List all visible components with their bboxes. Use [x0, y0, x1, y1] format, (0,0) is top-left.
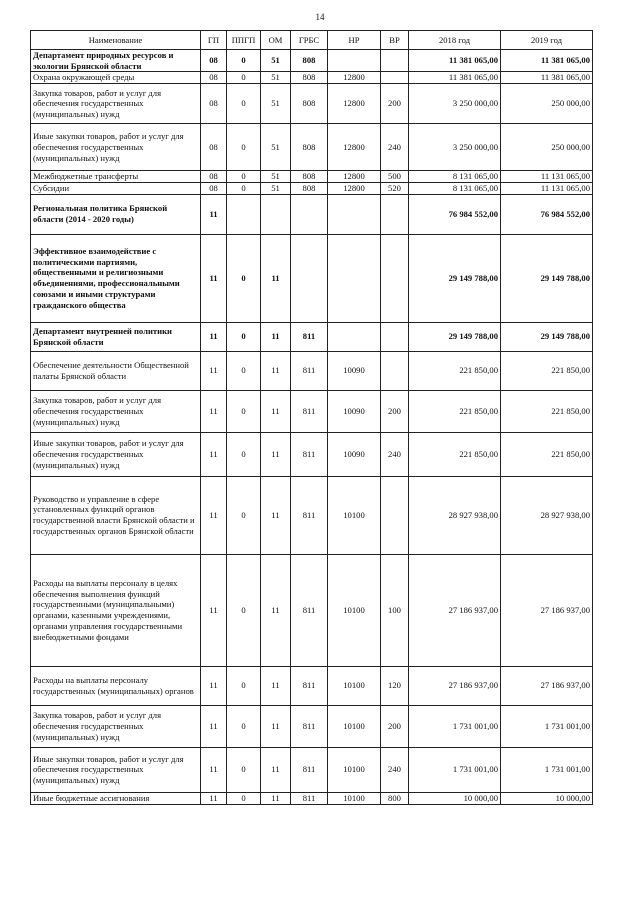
cell-nr: 12800: [328, 84, 381, 124]
cell-gp: 11: [201, 390, 227, 432]
cell-om: 11: [261, 476, 291, 554]
cell-y2018: 11 381 065,00: [409, 50, 501, 72]
cell-y2019: 27 186 937,00: [501, 666, 593, 705]
cell-y2018: 10 000,00: [409, 792, 501, 804]
cell-gp: 11: [201, 234, 227, 322]
cell-gp: 08: [201, 171, 227, 183]
cell-ppgp: 0: [227, 84, 261, 124]
cell-y2019: 11 381 065,00: [501, 50, 593, 72]
cell-ppgp: 0: [227, 50, 261, 72]
cell-vr: 200: [381, 84, 409, 124]
table-row: [31, 666, 593, 705]
cell-nr: [328, 322, 381, 351]
cell-ppgp: 0: [227, 124, 261, 171]
cell-nr: 12800: [328, 171, 381, 183]
cell-name: Закупка товаров, работ и услуг для обеспечения государственных (муниципальных) нужд: [31, 84, 201, 124]
table-row: [31, 554, 593, 666]
cell-ppgp: [227, 194, 261, 234]
cell-y2018: 1 731 001,00: [409, 747, 501, 792]
cell-ppgp: 0: [227, 705, 261, 747]
cell-grbs: [291, 194, 328, 234]
cell-grbs: 808: [291, 84, 328, 124]
table-row: [31, 84, 593, 124]
cell-om: 11: [261, 390, 291, 432]
cell-vr: 120: [381, 666, 409, 705]
cell-grbs: 808: [291, 171, 328, 183]
cell-gp: 11: [201, 747, 227, 792]
cell-y2019: 250 000,00: [501, 84, 593, 124]
col-header-nr: НР: [328, 31, 381, 50]
cell-vr: 800: [381, 792, 409, 804]
cell-om: 51: [261, 171, 291, 183]
cell-name: Обеспечение деятельности Общественной палаты Брянской области: [31, 351, 201, 390]
cell-y2018: 221 850,00: [409, 432, 501, 476]
cell-gp: 08: [201, 72, 227, 84]
cell-vr: [381, 234, 409, 322]
cell-gp: 11: [201, 705, 227, 747]
cell-om: 11: [261, 322, 291, 351]
cell-gp: 08: [201, 84, 227, 124]
cell-nr: [328, 50, 381, 72]
cell-vr: 500: [381, 171, 409, 183]
cell-nr: [328, 194, 381, 234]
cell-grbs: 811: [291, 432, 328, 476]
cell-y2019: 221 850,00: [501, 351, 593, 390]
cell-name: Иные закупки товаров, работ и услуг для обеспечения государственных (муниципальных) нужд: [31, 124, 201, 171]
table-row: [31, 171, 593, 183]
cell-grbs: 808: [291, 124, 328, 171]
cell-y2018: 221 850,00: [409, 351, 501, 390]
cell-y2019: 28 927 938,00: [501, 476, 593, 554]
cell-y2018: 27 186 937,00: [409, 554, 501, 666]
cell-nr: 10100: [328, 554, 381, 666]
cell-vr: 240: [381, 432, 409, 476]
cell-y2018: 1 731 001,00: [409, 705, 501, 747]
cell-name: Иные закупки товаров, работ и услуг для обеспечения государственных (муниципальных) нужд: [31, 432, 201, 476]
cell-y2018: 27 186 937,00: [409, 666, 501, 705]
cell-vr: [381, 72, 409, 84]
table-row: [31, 234, 593, 322]
cell-vr: 100: [381, 554, 409, 666]
cell-y2018: 8 131 065,00: [409, 171, 501, 183]
cell-gp: 11: [201, 554, 227, 666]
table-row: [31, 705, 593, 747]
cell-name: Иные бюджетные ассигнования: [31, 792, 201, 804]
cell-y2019: 27 186 937,00: [501, 554, 593, 666]
cell-vr: 200: [381, 705, 409, 747]
cell-name: Субсидии: [31, 182, 201, 194]
cell-y2019: 1 731 001,00: [501, 705, 593, 747]
cell-om: 11: [261, 792, 291, 804]
table-row: [31, 432, 593, 476]
cell-ppgp: 0: [227, 476, 261, 554]
cell-nr: 12800: [328, 72, 381, 84]
cell-vr: [381, 194, 409, 234]
col-header-2018: 2018 год: [409, 31, 501, 50]
table-row: [31, 322, 593, 351]
cell-grbs: 811: [291, 322, 328, 351]
col-header-vr: ВР: [381, 31, 409, 50]
cell-y2018: 221 850,00: [409, 390, 501, 432]
cell-y2018: 28 927 938,00: [409, 476, 501, 554]
cell-name: Руководство и управление в сфере установленных функций органов государственной власти Брянской области и государственных органов Брянской области: [31, 476, 201, 554]
cell-grbs: 811: [291, 792, 328, 804]
table-row: [31, 124, 593, 171]
cell-name: Региональная политика Брянской области (2014 - 2020 годы): [31, 194, 201, 234]
cell-om: 51: [261, 50, 291, 72]
table-row: [31, 182, 593, 194]
cell-ppgp: 0: [227, 666, 261, 705]
cell-om: 51: [261, 84, 291, 124]
cell-ppgp: 0: [227, 747, 261, 792]
cell-y2019: 221 850,00: [501, 390, 593, 432]
cell-om: 11: [261, 666, 291, 705]
cell-nr: 10090: [328, 351, 381, 390]
cell-ppgp: 0: [227, 234, 261, 322]
cell-vr: [381, 351, 409, 390]
cell-ppgp: 0: [227, 182, 261, 194]
cell-y2018: 11 381 065,00: [409, 72, 501, 84]
cell-y2019: 10 000,00: [501, 792, 593, 804]
cell-om: 11: [261, 234, 291, 322]
cell-grbs: 811: [291, 476, 328, 554]
cell-ppgp: 0: [227, 390, 261, 432]
cell-om: 11: [261, 554, 291, 666]
cell-y2019: 11 131 065,00: [501, 182, 593, 194]
cell-name: Департамент внутренней политики Брянской области: [31, 322, 201, 351]
col-header-name: Наименование: [31, 31, 201, 50]
cell-om: [261, 194, 291, 234]
cell-nr: 10090: [328, 390, 381, 432]
cell-grbs: 811: [291, 747, 328, 792]
cell-gp: 08: [201, 50, 227, 72]
cell-y2018: 29 149 788,00: [409, 322, 501, 351]
cell-gp: 08: [201, 182, 227, 194]
cell-ppgp: 0: [227, 322, 261, 351]
cell-grbs: 808: [291, 50, 328, 72]
cell-gp: 11: [201, 322, 227, 351]
cell-vr: 200: [381, 390, 409, 432]
cell-name: Иные закупки товаров, работ и услуг для обеспечения государственных (муниципальных) нужд: [31, 747, 201, 792]
cell-om: 11: [261, 432, 291, 476]
cell-om: 51: [261, 124, 291, 171]
cell-ppgp: 0: [227, 171, 261, 183]
cell-nr: 10090: [328, 432, 381, 476]
cell-ppgp: 0: [227, 351, 261, 390]
cell-y2019: 1 731 001,00: [501, 747, 593, 792]
cell-om: 11: [261, 705, 291, 747]
cell-grbs: 811: [291, 390, 328, 432]
cell-ppgp: 0: [227, 72, 261, 84]
table-row: [31, 351, 593, 390]
table-row: [31, 194, 593, 234]
cell-y2019: 250 000,00: [501, 124, 593, 171]
cell-y2019: 11 131 065,00: [501, 171, 593, 183]
cell-name: Департамент природных ресурсов и экологии Брянской области: [31, 50, 201, 72]
cell-vr: [381, 322, 409, 351]
cell-name: Закупка товаров, работ и услуг для обеспечения государственных (муниципальных) нужд: [31, 705, 201, 747]
table-row: [31, 747, 593, 792]
cell-nr: [328, 234, 381, 322]
cell-y2018: 3 250 000,00: [409, 124, 501, 171]
cell-gp: 11: [201, 476, 227, 554]
cell-y2019: 76 984 552,00: [501, 194, 593, 234]
cell-name: Межбюджетные трансферты: [31, 171, 201, 183]
cell-gp: 11: [201, 666, 227, 705]
col-header-2019: 2019 год: [501, 31, 593, 50]
cell-vr: [381, 476, 409, 554]
cell-gp: 11: [201, 792, 227, 804]
cell-ppgp: 0: [227, 554, 261, 666]
table-row: [31, 792, 593, 804]
cell-name: Эффективное взаимодействие с политическими партиями, общественными и религиозными объединениями, профессиональными союзами и иными структурами гражданского общества: [31, 234, 201, 322]
cell-om: 11: [261, 351, 291, 390]
cell-grbs: 811: [291, 705, 328, 747]
budget-table: [30, 30, 593, 805]
table-row: [31, 476, 593, 554]
cell-nr: 10100: [328, 792, 381, 804]
table-row: [31, 72, 593, 84]
cell-nr: 12800: [328, 124, 381, 171]
cell-nr: 10100: [328, 476, 381, 554]
col-header-ppgp: ППГП: [227, 31, 261, 50]
cell-nr: 10100: [328, 666, 381, 705]
cell-vr: [381, 50, 409, 72]
cell-y2019: 11 381 065,00: [501, 72, 593, 84]
table-header-row: [31, 31, 593, 50]
cell-y2018: 76 984 552,00: [409, 194, 501, 234]
cell-grbs: 808: [291, 72, 328, 84]
cell-y2018: 29 149 788,00: [409, 234, 501, 322]
cell-gp: 11: [201, 194, 227, 234]
cell-y2019: 29 149 788,00: [501, 322, 593, 351]
cell-om: 51: [261, 72, 291, 84]
cell-grbs: 811: [291, 666, 328, 705]
table-row: [31, 50, 593, 72]
table-row: [31, 390, 593, 432]
cell-nr: 12800: [328, 182, 381, 194]
cell-vr: 240: [381, 124, 409, 171]
cell-y2019: 29 149 788,00: [501, 234, 593, 322]
cell-grbs: [291, 234, 328, 322]
cell-name: Охрана окружающей среды: [31, 72, 201, 84]
cell-vr: 240: [381, 747, 409, 792]
col-header-gp: ГП: [201, 31, 227, 50]
cell-y2018: 8 131 065,00: [409, 182, 501, 194]
col-header-om: ОМ: [261, 31, 291, 50]
cell-name: Расходы на выплаты персоналу в целях обеспечения выполнения функций государственными (муниципальными) органами, казенными учреждениями, органами управления государственными внебюджетными фондами: [31, 554, 201, 666]
cell-om: 51: [261, 182, 291, 194]
cell-ppgp: 0: [227, 792, 261, 804]
page-number: 14: [315, 12, 325, 22]
cell-nr: 10100: [328, 747, 381, 792]
col-header-grbs: ГРБС: [291, 31, 328, 50]
cell-name: Расходы на выплаты персоналу государственных (муниципальных) органов: [31, 666, 201, 705]
cell-gp: 08: [201, 124, 227, 171]
cell-nr: 10100: [328, 705, 381, 747]
cell-y2019: 221 850,00: [501, 432, 593, 476]
cell-om: 11: [261, 747, 291, 792]
cell-grbs: 811: [291, 351, 328, 390]
cell-grbs: 811: [291, 554, 328, 666]
cell-ppgp: 0: [227, 432, 261, 476]
cell-vr: 520: [381, 182, 409, 194]
cell-y2018: 3 250 000,00: [409, 84, 501, 124]
cell-gp: 11: [201, 351, 227, 390]
cell-gp: 11: [201, 432, 227, 476]
cell-name: Закупка товаров, работ и услуг для обеспечения государственных (муниципальных) нужд: [31, 390, 201, 432]
cell-grbs: 808: [291, 182, 328, 194]
